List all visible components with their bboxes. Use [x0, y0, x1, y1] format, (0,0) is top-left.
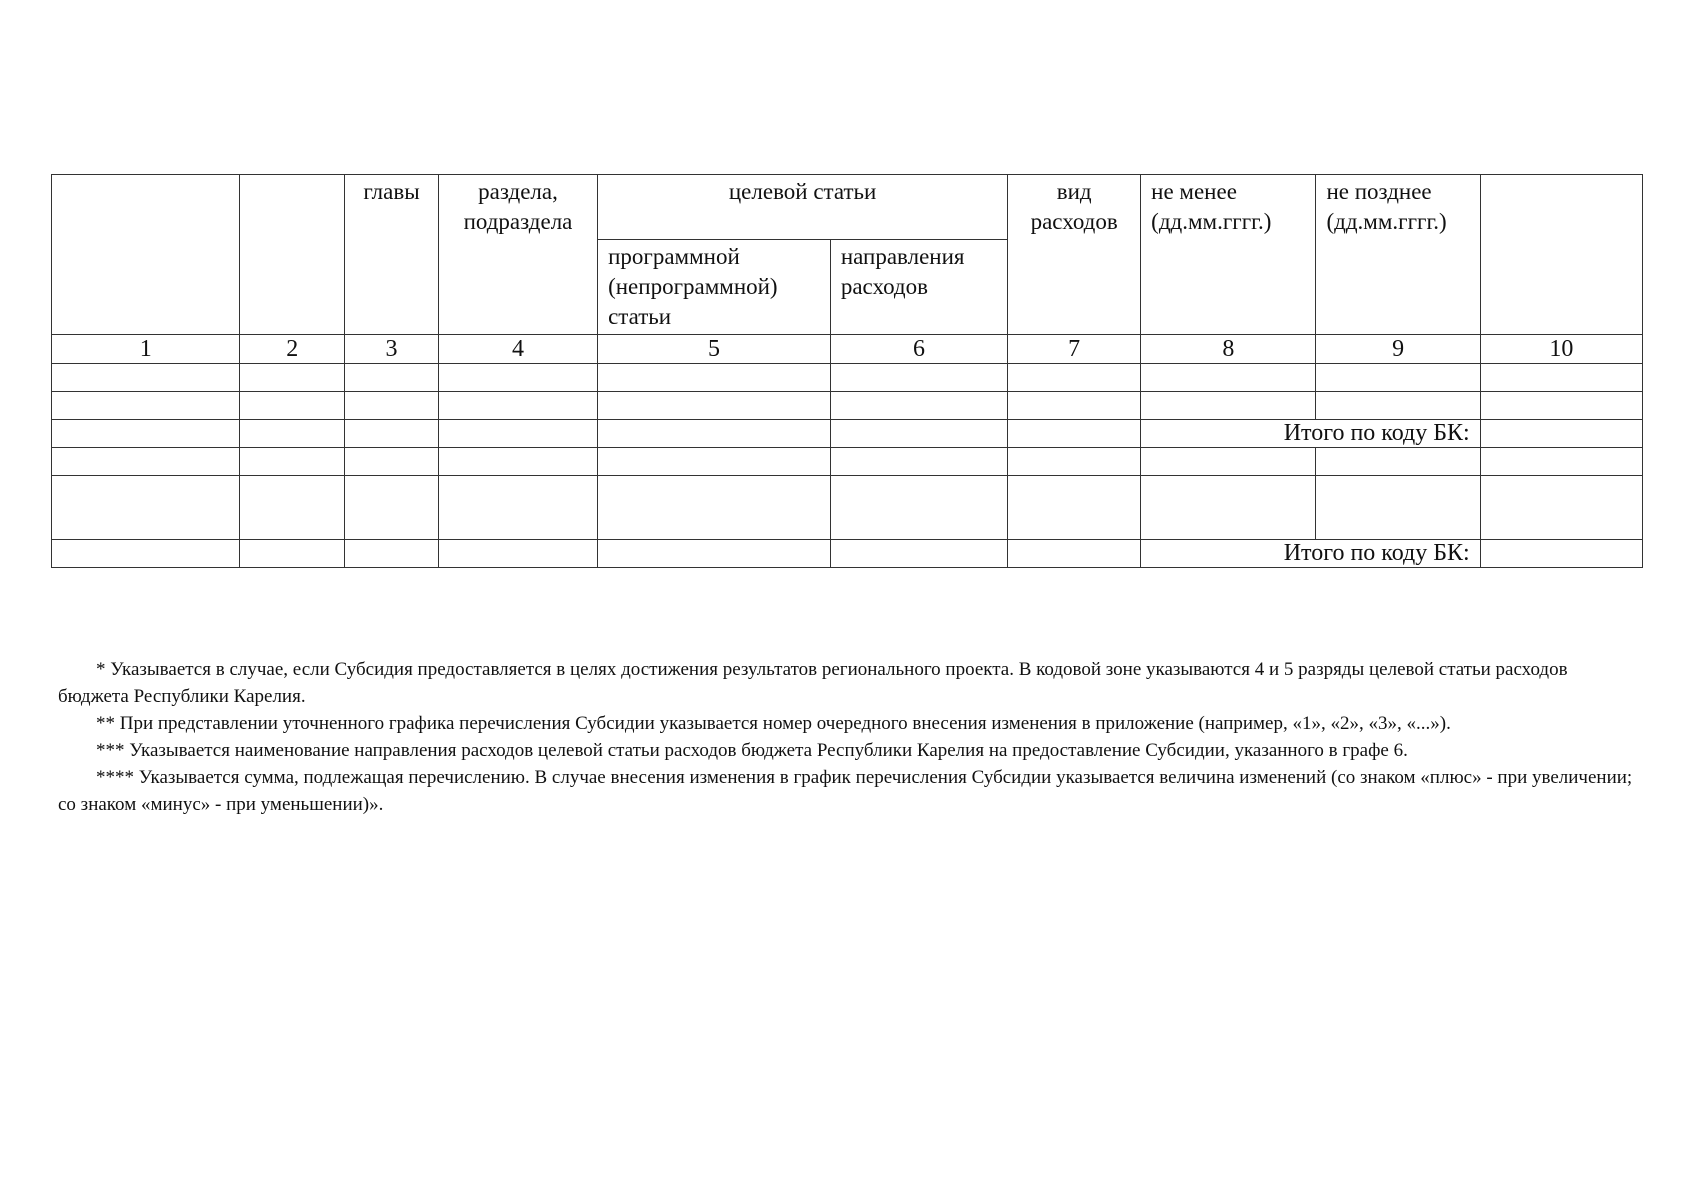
column-number: 6 — [830, 335, 1007, 364]
table-cell — [1141, 392, 1316, 420]
table-cell — [598, 448, 831, 476]
table-cell — [830, 540, 1007, 568]
total-label: Итого по коду БК: — [1141, 540, 1481, 568]
header-cell-expense-direction: направления расходов — [830, 240, 1007, 335]
total-value-cell — [1480, 540, 1642, 568]
column-number: 10 — [1480, 335, 1642, 364]
table-cell — [345, 540, 439, 568]
table-cell — [830, 364, 1007, 392]
table-cell — [1316, 448, 1480, 476]
table-cell — [438, 392, 597, 420]
total-value-cell — [1480, 420, 1642, 448]
table-cell — [830, 392, 1007, 420]
table-cell — [830, 420, 1007, 448]
table-cell — [52, 364, 240, 392]
table-row — [52, 392, 1643, 420]
footnotes — [58, 656, 1638, 818]
table-cell — [52, 448, 240, 476]
table-cell — [52, 392, 240, 420]
total-row — [52, 420, 1643, 448]
header-cell-target-article: целевой статьи — [598, 175, 1008, 240]
table-cell — [598, 392, 831, 420]
table-cell — [1008, 364, 1141, 392]
column-number: 9 — [1316, 335, 1480, 364]
table-cell — [240, 540, 345, 568]
footnote: ** При представлении уточненного графика перечисления Субсидии указывается номер очередного внесения изменения в приложение (например, «1», «2», «3», «...»). — [96, 713, 1451, 734]
table-cell — [345, 476, 439, 540]
column-number: 3 — [345, 335, 439, 364]
table-cell — [1316, 476, 1480, 540]
table-cell — [598, 540, 831, 568]
table-row — [52, 364, 1643, 392]
footnote: * Указывается в случае, если Субсидия предоставляется в целях достижения результатов регионального проекта. В кодовой зоне указываются 4 и 5 разряды целевой статьи расходов бюджета Республики Карелия. — [58, 659, 1568, 707]
table-cell — [52, 420, 240, 448]
table-cell — [1480, 476, 1642, 540]
column-number: 1 — [52, 335, 240, 364]
header-cell-section: раздела, подраздела — [438, 175, 597, 335]
table-cell — [1316, 364, 1480, 392]
footnote: *** Указывается наименование направления расходов целевой статьи расходов бюджета Республики Карелия на предоставление Субсидии, указанного в графе 6. — [96, 740, 1408, 761]
header-cell-not-later: не позднее (дд.мм.гггг.) — [1316, 175, 1480, 335]
column-number: 4 — [438, 335, 597, 364]
column-number: 5 — [598, 335, 831, 364]
column-number: 8 — [1141, 335, 1316, 364]
table-cell — [1008, 392, 1141, 420]
table-cell — [1480, 364, 1642, 392]
table-cell — [345, 420, 439, 448]
footnote: **** Указывается сумма, подлежащая перечислению. В случае внесения изменения в график перечисления Субсидии указывается величина изменений (со знаком «плюс» - при увеличении; со знаком «минус» - при уменьшении)». — [58, 767, 1633, 815]
table-cell — [1480, 448, 1642, 476]
header-cell-col1 — [52, 175, 240, 335]
table-cell — [830, 448, 1007, 476]
table-cell — [438, 420, 597, 448]
table-cell — [1480, 392, 1642, 420]
table-cell — [52, 476, 240, 540]
column-numbers-row — [52, 335, 1643, 364]
total-row — [52, 540, 1643, 568]
header-cell-chapter: главы — [345, 175, 439, 335]
table-cell — [1008, 448, 1141, 476]
table-cell — [240, 364, 345, 392]
table-cell — [240, 420, 345, 448]
table-cell — [345, 448, 439, 476]
table-cell — [438, 448, 597, 476]
table-cell — [52, 540, 240, 568]
table-cell — [1141, 448, 1316, 476]
table-cell — [1316, 392, 1480, 420]
table-cell — [345, 392, 439, 420]
table-cell — [240, 392, 345, 420]
table-cell — [438, 540, 597, 568]
table-cell — [1008, 476, 1141, 540]
total-label: Итого по коду БК: — [1141, 420, 1481, 448]
header-cell-expense-type: вид расходов — [1008, 175, 1141, 335]
table-cell — [240, 476, 345, 540]
table-cell — [598, 364, 831, 392]
table-cell — [1008, 420, 1141, 448]
column-number: 7 — [1008, 335, 1141, 364]
table-cell — [598, 476, 831, 540]
table-cell — [598, 420, 831, 448]
table-row — [52, 476, 1643, 540]
column-number: 2 — [240, 335, 345, 364]
table-cell — [1141, 364, 1316, 392]
header-cell-program-article: программной (непрограммной) статьи — [598, 240, 831, 335]
header-cell-col10 — [1480, 175, 1642, 335]
table-cell — [240, 448, 345, 476]
payment-schedule-table — [51, 174, 1643, 568]
table-cell — [438, 476, 597, 540]
table-cell — [345, 364, 439, 392]
table-cell — [1008, 540, 1141, 568]
table-cell — [1141, 476, 1316, 540]
table-cell — [438, 364, 597, 392]
table-cell — [830, 476, 1007, 540]
header-cell-not-earlier: не менее (дд.мм.гггг.) — [1141, 175, 1316, 335]
header-cell-col2 — [240, 175, 345, 335]
table-row — [52, 448, 1643, 476]
